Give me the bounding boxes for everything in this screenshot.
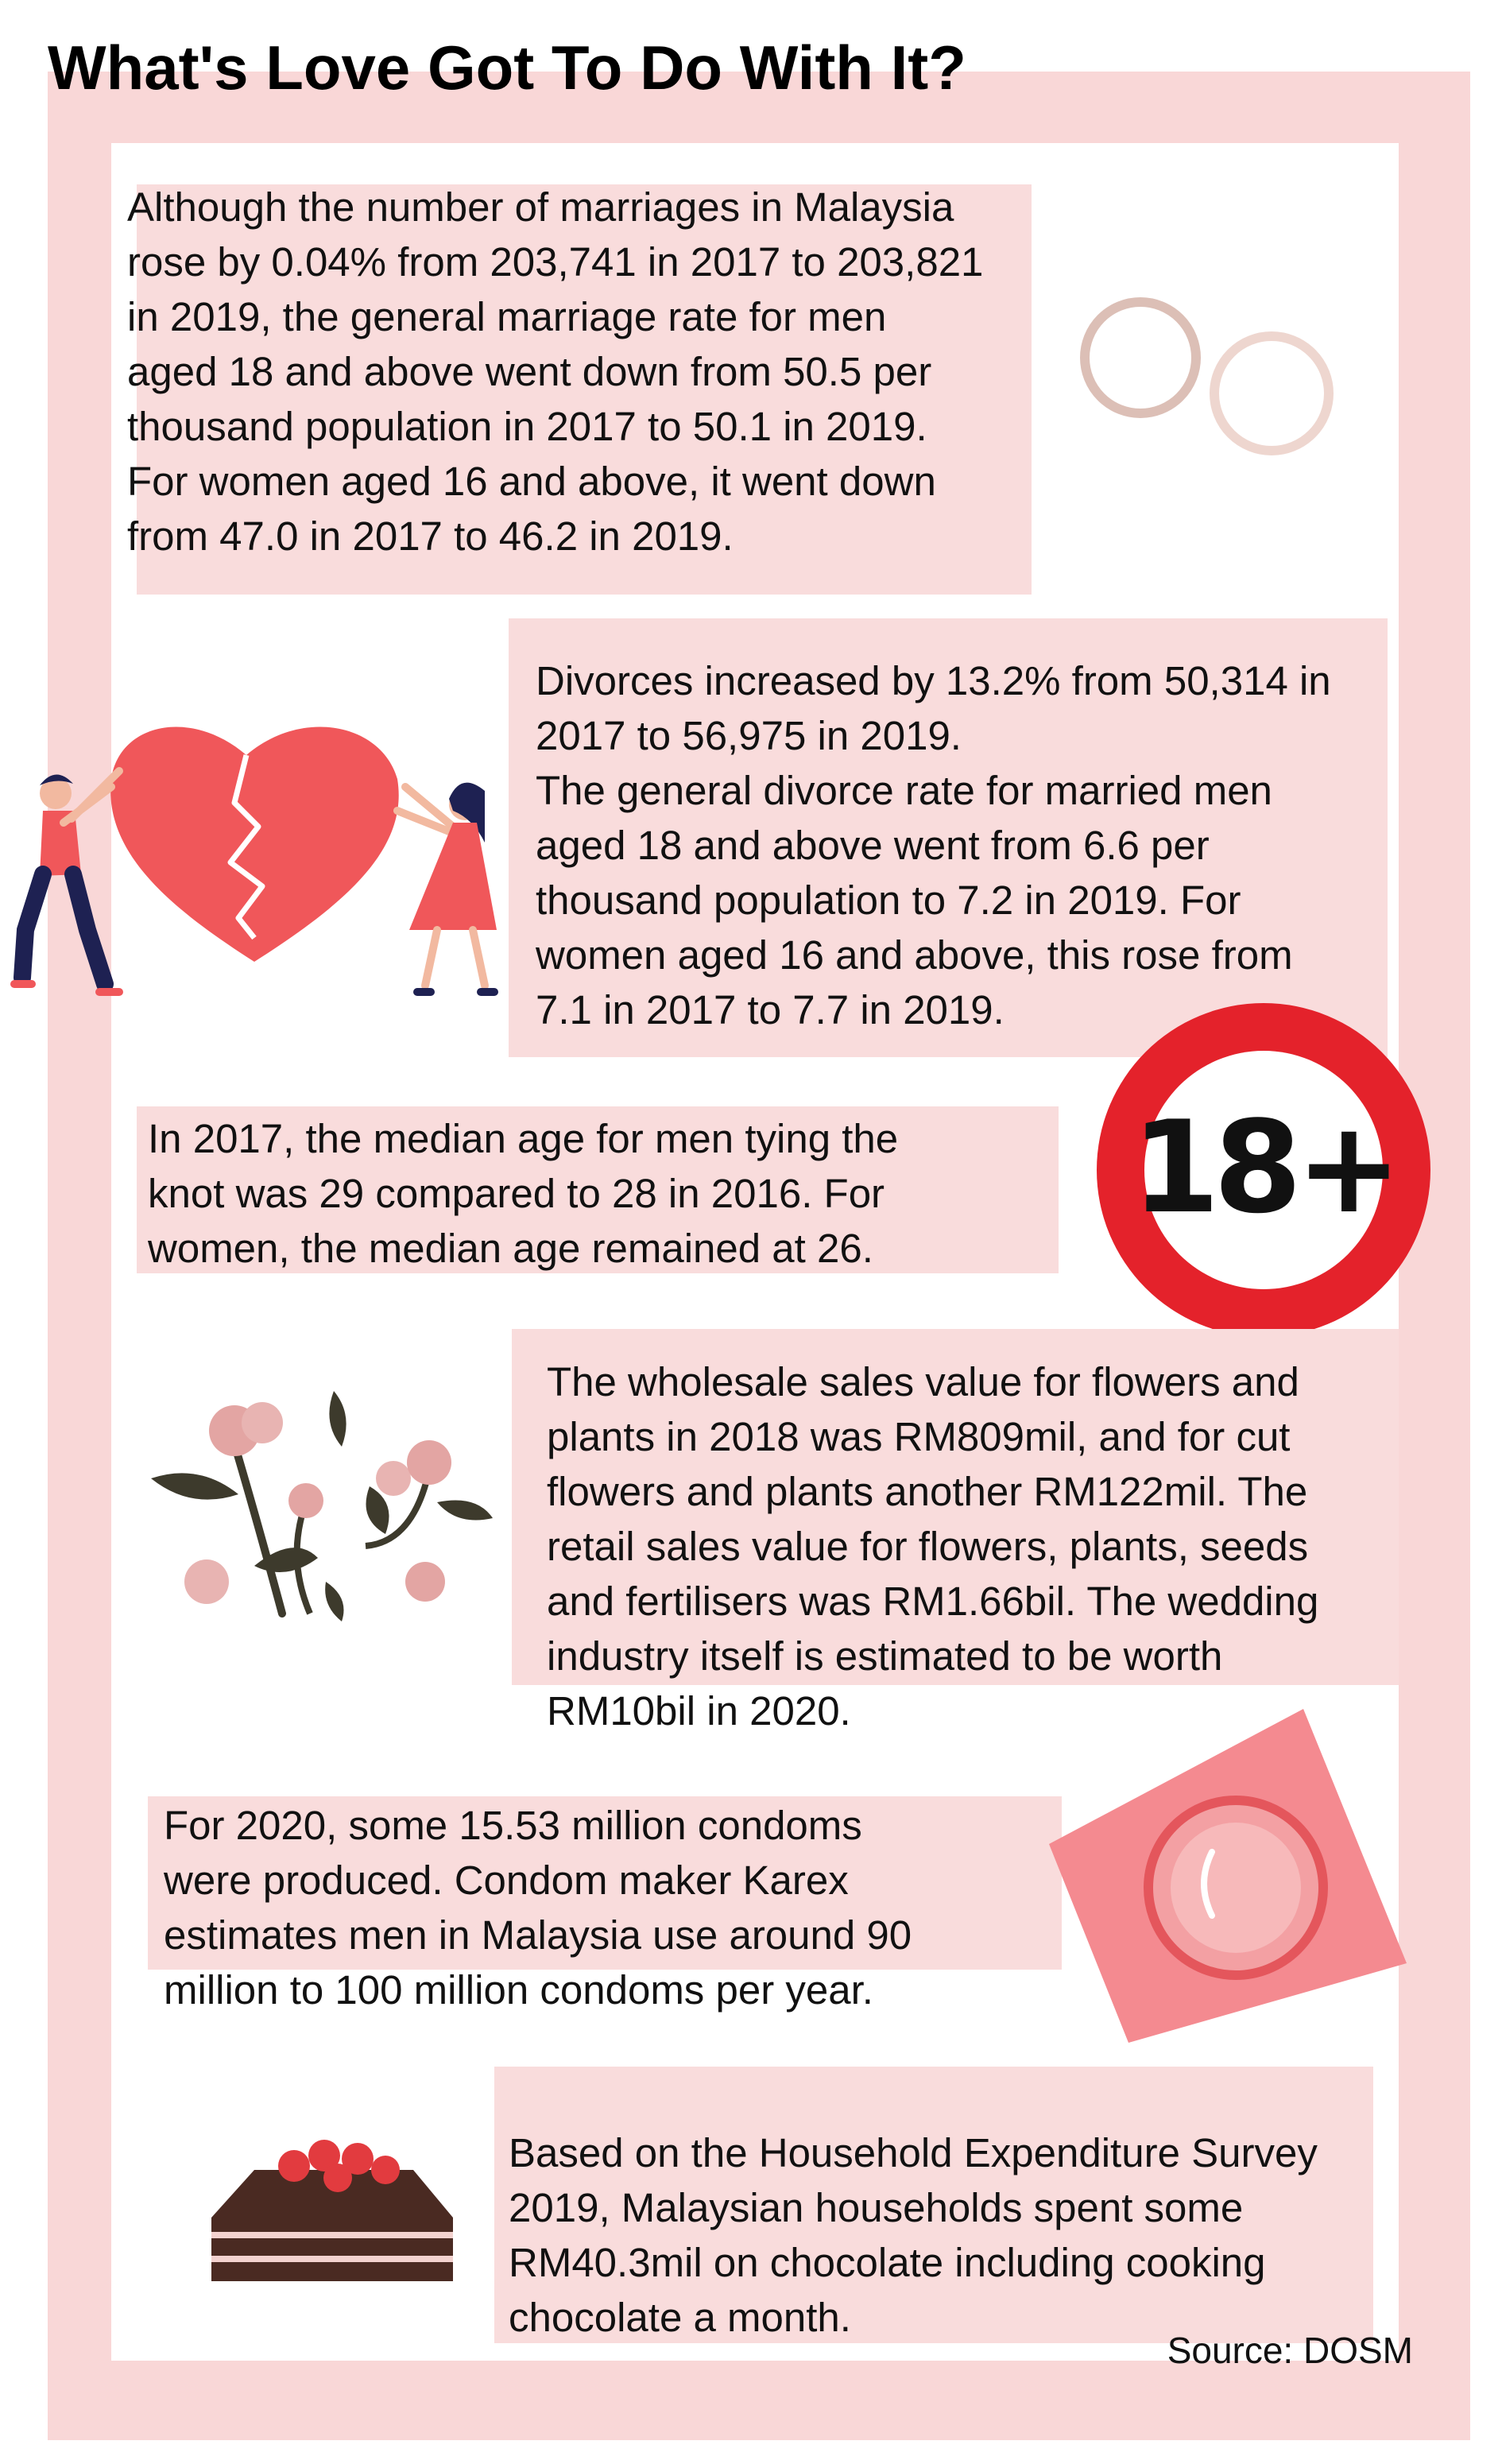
age-badge-text: 18+ bbox=[1131, 1093, 1396, 1242]
text-block-flowers bbox=[547, 1354, 1318, 1738]
chocolate-cake-icon bbox=[207, 2130, 461, 2289]
text-line: For 2020, some 15.53 million condoms bbox=[164, 1803, 862, 1848]
text-line: retail sales value for flowers, plants, seeds bbox=[547, 1524, 1309, 1569]
text-block-median-age bbox=[148, 1111, 898, 1276]
text-line: and fertilisers was RM1.66bil. The wedding bbox=[547, 1579, 1319, 1624]
text-line: aged 18 and above went down from 50.5 per bbox=[127, 349, 932, 394]
text-line: chocolate a month. bbox=[509, 2295, 851, 2340]
text-line: Divorces increased by 13.2% from 50,314 in bbox=[536, 658, 1331, 703]
condom-packet-icon bbox=[1041, 1701, 1423, 2051]
text-line: 2019, Malaysian households spent some bbox=[509, 2185, 1244, 2230]
text-block-condoms bbox=[164, 1798, 912, 2017]
text-line: 2017 to 56,975 in 2019. bbox=[536, 713, 962, 758]
text-line: knot was 29 compared to 28 in 2016. For bbox=[148, 1171, 885, 1216]
age-restriction-icon bbox=[1097, 1003, 1430, 1337]
text-line: For women aged 16 and above, it went down bbox=[127, 459, 936, 504]
text-line: 7.1 in 2017 to 7.7 in 2019. bbox=[536, 987, 1005, 1032]
text-line: In 2017, the median age for men tying the bbox=[148, 1116, 899, 1161]
text-line: The general divorce rate for married men bbox=[536, 768, 1272, 813]
broken-heart-couple-icon bbox=[8, 692, 517, 1033]
wedding-rings-icon bbox=[1073, 294, 1343, 469]
text-line: in 2019, the general marriage rate for men bbox=[127, 294, 887, 339]
text-line: estimates men in Malaysia use around 90 bbox=[164, 1912, 912, 1958]
text-line: flowers and plants another RM122mil. The bbox=[547, 1469, 1308, 1514]
text-block-divorces bbox=[536, 653, 1331, 1037]
text-line: industry itself is estimated to be worth bbox=[547, 1633, 1223, 1679]
text-line: Based on the Household Expenditure Survey bbox=[509, 2130, 1318, 2175]
text-line: million to 100 million condoms per year. bbox=[164, 1967, 873, 2013]
text-line: plants in 2018 was RM809mil, and for cut bbox=[547, 1414, 1291, 1459]
text-line: RM10bil in 2020. bbox=[547, 1688, 851, 1734]
text-line: aged 18 and above went from 6.6 per bbox=[536, 823, 1210, 868]
text-line: from 47.0 in 2017 to 46.2 in 2019. bbox=[127, 513, 734, 559]
text-line: thousand population in 2017 to 50.1 in 2019. bbox=[127, 404, 927, 449]
text-line: women, the median age remained at 26. bbox=[148, 1226, 873, 1271]
text-line: were produced. Condom maker Karex bbox=[164, 1858, 849, 1903]
source-credit: Source: DOSM bbox=[1167, 2330, 1413, 2371]
page-title: What's Love Got To Do With It? bbox=[48, 33, 966, 103]
text-line: The wholesale sales value for flowers and bbox=[547, 1359, 1299, 1404]
text-line: women aged 16 and above, this rose from bbox=[536, 932, 1293, 978]
text-line: RM40.3mil on chocolate including cooking bbox=[509, 2240, 1266, 2285]
roses-icon bbox=[143, 1383, 501, 1637]
text-line: rose by 0.04% from 203,741 in 2017 to 203,821 bbox=[127, 239, 984, 285]
text-line: thousand population to 7.2 in 2019. For bbox=[536, 878, 1241, 923]
text-block-chocolate bbox=[509, 2125, 1318, 2345]
text-line: Although the number of marriages in Malaysia bbox=[127, 184, 954, 230]
text-block-marriages bbox=[127, 180, 983, 564]
